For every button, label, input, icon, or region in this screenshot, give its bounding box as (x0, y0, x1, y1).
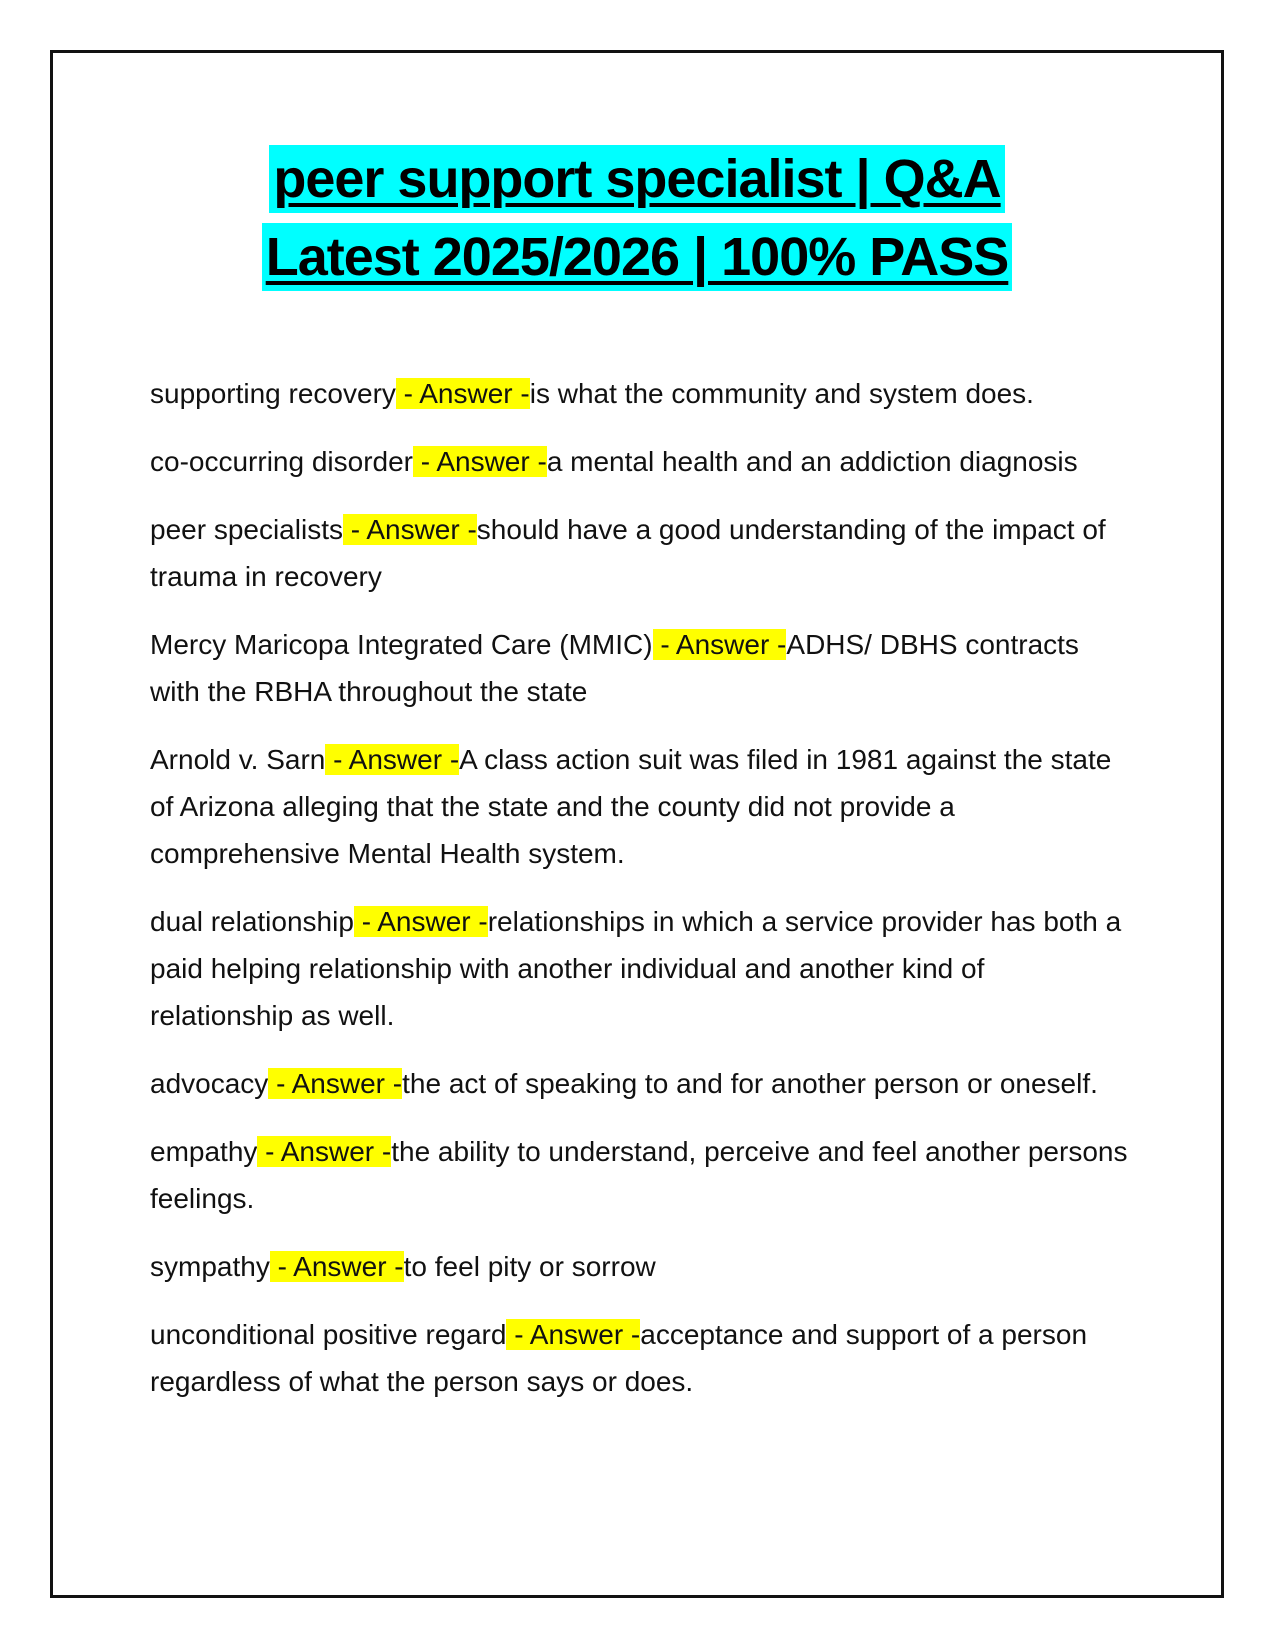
qa-item (150, 438, 1130, 485)
qa-definition: the act of speaking to and for another person or oneself. (402, 1068, 1098, 1099)
qa-item (150, 898, 1130, 1039)
qa-term: supporting recovery (150, 378, 396, 409)
answer-tag: - Answer - (652, 629, 787, 660)
qa-item (150, 1243, 1130, 1290)
qa-term: peer specialists (150, 514, 343, 545)
qa-definition: ADHS/ DBHS contracts with the RBHA throughout the state (150, 629, 1079, 707)
qa-definition: a mental health and an addiction diagnosis (546, 446, 1078, 477)
qa-definition: relationships in which a service provider has both a paid helping relationship with another individual and another kind of relationship as well. (150, 906, 1122, 1031)
qa-term: dual relationship (150, 906, 354, 937)
document-title (50, 145, 1224, 301)
qa-item (150, 1311, 1130, 1405)
qa-definition: to feel pity or sorrow (403, 1251, 656, 1282)
qa-item (150, 370, 1130, 417)
qa-item (150, 1060, 1130, 1107)
qa-list (150, 370, 1130, 1426)
qa-term: Mercy Maricopa Integrated Care (MMIC) (150, 629, 653, 660)
answer-tag: - Answer - (342, 514, 477, 545)
qa-definition: acceptance and support of a person regardless of what the person says or does. (150, 1319, 1088, 1397)
qa-definition: A class action suit was filed in 1981 against the state of Arizona alleging that the state and the county did not provide a comprehensive Mental Health system. (150, 744, 1112, 869)
qa-item (150, 736, 1130, 877)
answer-tag: - Answer - (395, 378, 530, 409)
qa-term: empathy (150, 1136, 258, 1167)
answer-tag: - Answer - (268, 1068, 403, 1099)
answer-tag: - Answer - (325, 744, 460, 775)
title-line-1: peer support specialist | Q&A (269, 145, 1004, 213)
title-line-2: Latest 2025/2026 | 100% PASS (262, 223, 1013, 291)
answer-tag: - Answer - (257, 1136, 392, 1167)
answer-tag: - Answer - (269, 1251, 404, 1282)
answer-tag: - Answer - (353, 906, 488, 937)
qa-term: advocacy (150, 1068, 269, 1099)
qa-term: unconditional positive regard (150, 1319, 507, 1350)
qa-item (150, 1128, 1130, 1222)
qa-item (150, 506, 1130, 600)
answer-tag: - Answer - (506, 1319, 641, 1350)
qa-definition: is what the community and system does. (529, 378, 1034, 409)
qa-item (150, 621, 1130, 715)
qa-term: Arnold v. Sarn (150, 744, 326, 775)
qa-definition: the ability to understand, perceive and feel another persons feelings. (150, 1136, 1128, 1214)
qa-term: sympathy (150, 1251, 270, 1282)
qa-definition: should have a good understanding of the impact of trauma in recovery (150, 514, 1106, 592)
answer-tag: - Answer - (413, 446, 547, 477)
qa-term: co-occurring disorder (150, 446, 413, 477)
